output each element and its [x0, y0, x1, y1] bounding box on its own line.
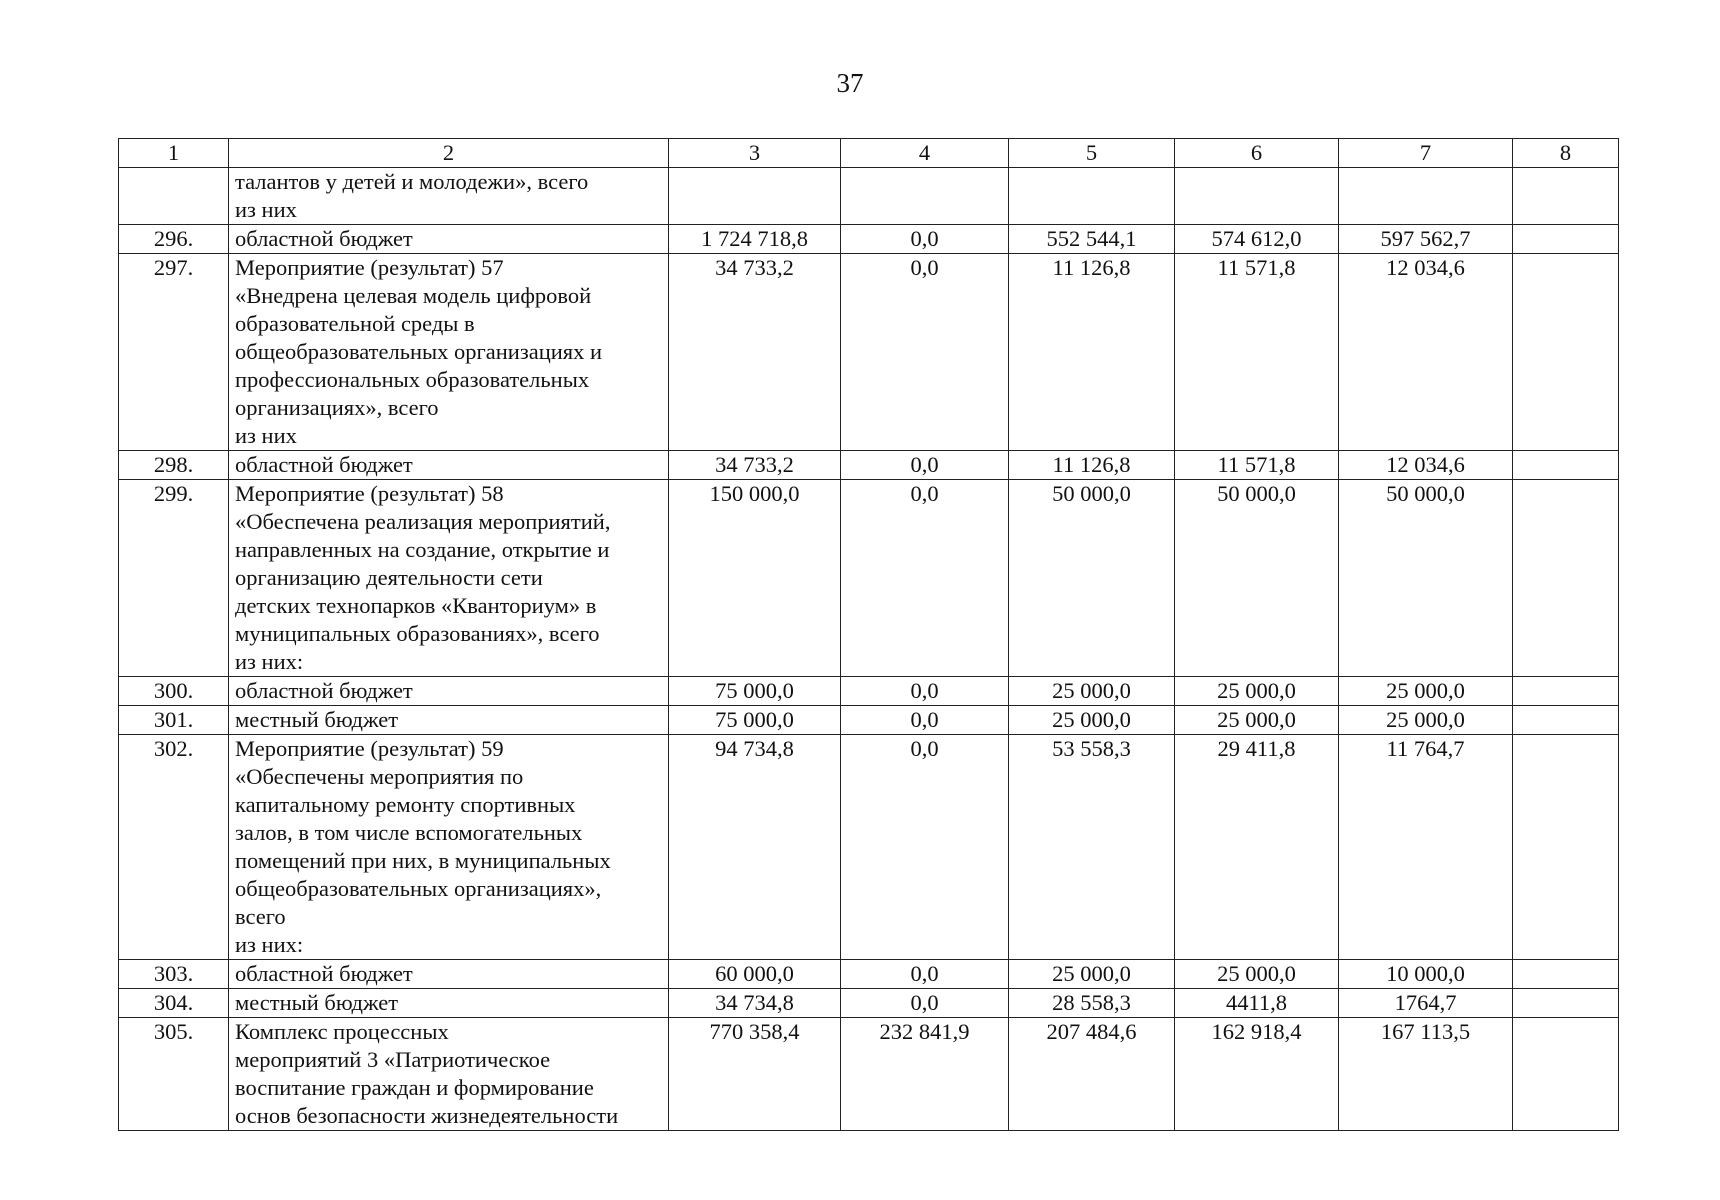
table-row [119, 225, 1619, 254]
cell-column-7: 12 034,6 [1339, 451, 1513, 480]
description-line: общеобразовательных организациях и [235, 339, 603, 364]
description-line: основ безопасности жизнедеятельности [235, 1103, 619, 1128]
cell-column-7: 12 034,6 [1339, 254, 1513, 451]
cell-column-8 [1513, 168, 1619, 225]
description-line: областной бюджет [235, 452, 413, 477]
page-number: 37 [836, 68, 864, 98]
row-number: 304. [119, 989, 229, 1018]
cell-column-8 [1513, 677, 1619, 706]
row-number: 302. [119, 735, 229, 960]
cell-column-6: 11 571,8 [1175, 254, 1339, 451]
cell-column-4: 0,0 [841, 989, 1009, 1018]
column-header: 6 [1175, 139, 1339, 168]
cell-column-5: 50 000,0 [1009, 480, 1175, 677]
cell-column-4: 0,0 [841, 677, 1009, 706]
budget-table [118, 138, 1619, 1131]
cell-column-5: 207 484,6 [1009, 1018, 1175, 1131]
row-description [229, 960, 669, 989]
table-row [119, 960, 1619, 989]
cell-column-3: 34 734,8 [669, 989, 841, 1018]
cell-column-3: 34 733,2 [669, 254, 841, 451]
description-line: Мероприятие (результат) 58 [235, 481, 504, 506]
row-number: 299. [119, 480, 229, 677]
cell-column-3: 94 734,8 [669, 735, 841, 960]
column-header: 2 [229, 139, 669, 168]
cell-column-7: 10 000,0 [1339, 960, 1513, 989]
cell-column-6: 50 000,0 [1175, 480, 1339, 677]
description-line: областной бюджет [235, 226, 413, 251]
cell-column-3: 34 733,2 [669, 451, 841, 480]
row-description [229, 1018, 669, 1131]
description-line: воспитание граждан и формирование [235, 1075, 594, 1100]
row-description [229, 254, 669, 451]
description-line: помещений при них, в муниципальных [235, 848, 611, 873]
cell-column-4: 0,0 [841, 480, 1009, 677]
description-line: организацию деятельности сети [235, 565, 543, 590]
cell-column-7: 50 000,0 [1339, 480, 1513, 677]
cell-column-3: 75 000,0 [669, 706, 841, 735]
table-row [119, 706, 1619, 735]
row-number: 298. [119, 451, 229, 480]
table-row [119, 480, 1619, 677]
cell-column-6: 29 411,8 [1175, 735, 1339, 960]
row-description [229, 735, 669, 960]
description-line: образовательной среды в [235, 311, 475, 336]
cell-column-4: 232 841,9 [841, 1018, 1009, 1131]
description-line: детских технопарков «Кванториум» в [235, 593, 597, 618]
cell-column-5: 11 126,8 [1009, 254, 1175, 451]
column-header: 1 [119, 139, 229, 168]
row-description [229, 480, 669, 677]
row-number: 303. [119, 960, 229, 989]
table-row [119, 735, 1619, 960]
cell-column-8 [1513, 735, 1619, 960]
cell-column-4: 0,0 [841, 706, 1009, 735]
cell-column-4 [841, 168, 1009, 225]
table-row [119, 989, 1619, 1018]
table-body [119, 168, 1619, 1131]
cell-column-7: 1764,7 [1339, 989, 1513, 1018]
cell-column-5: 25 000,0 [1009, 677, 1175, 706]
cell-column-8 [1513, 480, 1619, 677]
cell-column-8 [1513, 960, 1619, 989]
cell-column-5: 11 126,8 [1009, 451, 1175, 480]
description-line: «Внедрена целевая модель цифровой [235, 283, 592, 308]
row-number: 296. [119, 225, 229, 254]
description-line: местный бюджет [235, 707, 399, 732]
row-description [229, 989, 669, 1018]
cell-column-5: 25 000,0 [1009, 706, 1175, 735]
row-description [229, 706, 669, 735]
column-header: 5 [1009, 139, 1175, 168]
description-line: областной бюджет [235, 961, 413, 986]
row-number: 301. [119, 706, 229, 735]
cell-column-7: 11 764,7 [1339, 735, 1513, 960]
column-header: 3 [669, 139, 841, 168]
cell-column-3: 75 000,0 [669, 677, 841, 706]
description-line: «Обеспечены мероприятия по [235, 764, 524, 789]
description-line: из них [235, 197, 297, 222]
cell-column-6: 4411,8 [1175, 989, 1339, 1018]
description-line: организациях», всего [235, 395, 439, 420]
cell-column-4: 0,0 [841, 451, 1009, 480]
cell-column-5: 28 558,3 [1009, 989, 1175, 1018]
table-row [119, 677, 1619, 706]
cell-column-8 [1513, 989, 1619, 1018]
description-line: из них [235, 423, 297, 448]
column-header: 7 [1339, 139, 1513, 168]
cell-column-5: 552 544,1 [1009, 225, 1175, 254]
cell-column-8 [1513, 254, 1619, 451]
cell-column-3 [669, 168, 841, 225]
cell-column-5: 25 000,0 [1009, 960, 1175, 989]
row-description [229, 677, 669, 706]
cell-column-6: 574 612,0 [1175, 225, 1339, 254]
description-line: залов, в том числе вспомогательных [235, 820, 583, 845]
cell-column-5 [1009, 168, 1175, 225]
description-line: профессиональных образовательных [235, 367, 590, 392]
cell-column-4: 0,0 [841, 960, 1009, 989]
cell-column-4: 0,0 [841, 225, 1009, 254]
description-line: «Обеспечена реализация мероприятий, [235, 509, 611, 534]
table-row [119, 254, 1619, 451]
table-header-row [119, 139, 1619, 168]
description-line: Мероприятие (результат) 59 [235, 736, 504, 761]
cell-column-7: 25 000,0 [1339, 677, 1513, 706]
row-description [229, 225, 669, 254]
table-row [119, 168, 1619, 225]
description-line: Комплекс процессных [235, 1019, 449, 1044]
cell-column-3: 1 724 718,8 [669, 225, 841, 254]
table-row [119, 451, 1619, 480]
description-line: общеобразовательных организациях», [235, 876, 602, 901]
cell-column-6: 162 918,4 [1175, 1018, 1339, 1131]
description-line: мероприятий 3 «Патриотическое [235, 1047, 551, 1072]
cell-column-6: 25 000,0 [1175, 706, 1339, 735]
cell-column-7: 167 113,5 [1339, 1018, 1513, 1131]
column-header: 4 [841, 139, 1009, 168]
cell-column-7 [1339, 168, 1513, 225]
row-number: 300. [119, 677, 229, 706]
description-line: всего [235, 904, 286, 929]
row-number [119, 168, 229, 225]
cell-column-8 [1513, 451, 1619, 480]
cell-column-3: 60 000,0 [669, 960, 841, 989]
cell-column-4: 0,0 [841, 254, 1009, 451]
description-line: из них: [235, 932, 304, 957]
cell-column-3: 770 358,4 [669, 1018, 841, 1131]
cell-column-8 [1513, 225, 1619, 254]
description-line: местный бюджет [235, 990, 399, 1015]
description-line: областной бюджет [235, 678, 413, 703]
description-line: муниципальных образованиях», всего [235, 621, 600, 646]
row-number: 305. [119, 1018, 229, 1131]
description-line: талантов у детей и молодежи», всего [235, 169, 589, 194]
cell-column-3: 150 000,0 [669, 480, 841, 677]
cell-column-6: 25 000,0 [1175, 677, 1339, 706]
row-description [229, 451, 669, 480]
description-line: Мероприятие (результат) 57 [235, 255, 504, 280]
cell-column-5: 53 558,3 [1009, 735, 1175, 960]
description-line: направленных на создание, открытие и [235, 537, 610, 562]
column-header: 8 [1513, 139, 1619, 168]
row-number: 297. [119, 254, 229, 451]
description-line: капитальному ремонту спортивных [235, 792, 576, 817]
table-row [119, 1018, 1619, 1131]
row-description [229, 168, 669, 225]
cell-column-6: 25 000,0 [1175, 960, 1339, 989]
cell-column-6 [1175, 168, 1339, 225]
cell-column-8 [1513, 706, 1619, 735]
cell-column-4: 0,0 [841, 735, 1009, 960]
cell-column-6: 11 571,8 [1175, 451, 1339, 480]
cell-column-8 [1513, 1018, 1619, 1131]
cell-column-7: 25 000,0 [1339, 706, 1513, 735]
description-line: из них: [235, 649, 304, 674]
cell-column-7: 597 562,7 [1339, 225, 1513, 254]
